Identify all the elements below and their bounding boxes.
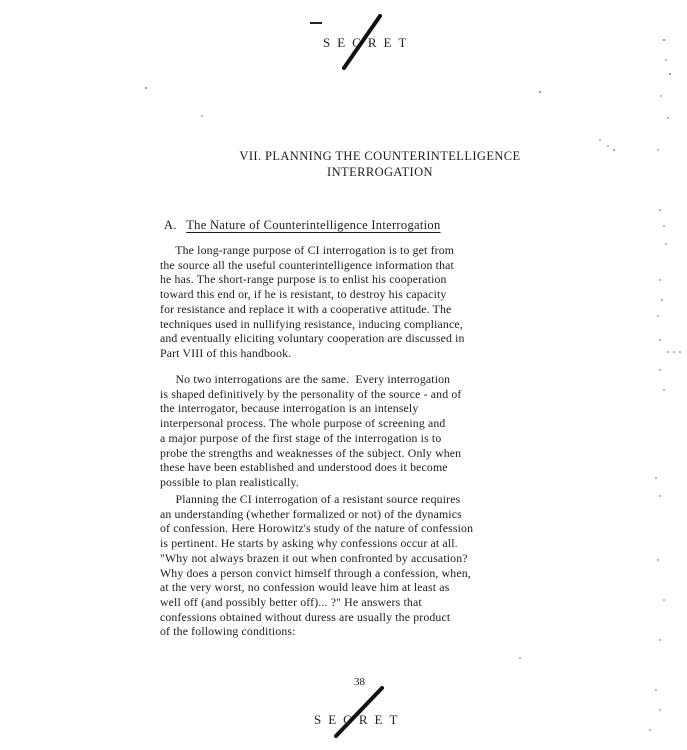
classification-marking-top: SECRET — [323, 35, 414, 50]
paragraph-line: at the very worst, no confession would leave him at least as — [160, 580, 450, 595]
chapter-heading-line2: INTERROGATION — [327, 165, 433, 179]
paragraph-line: is shaped definitively by the personality of the source - and of — [160, 386, 462, 401]
paragraph-line: confessions obtained without duress are usually the product — [160, 609, 451, 624]
paragraph-line: the source all the useful counterintelligence information that — [160, 257, 454, 272]
paragraph-line: possible to plan realistically. — [160, 474, 299, 489]
paragraph-line: an understanding (whether formalized or not) of the dynamics — [160, 506, 462, 521]
page-number: 38 — [354, 676, 365, 688]
paragraph-line: well off (and possibly better off)... ?" He answers that — [160, 594, 422, 609]
paragraph-line: is pertinent. He starts by asking why confessions occur at all. — [160, 536, 458, 551]
paragraph-line: and eventually eliciting voluntary cooperation are discussed in — [160, 331, 465, 346]
paragraph-line: he has. The short-range purpose is to enlist his cooperation — [160, 272, 447, 287]
paragraph-line: techniques used in nullifying resistance, inducing compliance, — [160, 316, 463, 331]
classification-marking-bottom: SECRET — [314, 712, 405, 727]
section-letter: A. — [164, 218, 177, 232]
section-title: The Nature of Counterintelligence Interrogation — [186, 218, 441, 232]
paragraph-line: of confession. Here Horowitz's study of the nature of confession — [160, 521, 474, 536]
paragraph-line: Part VIII of this handbook. — [160, 345, 292, 360]
paragraph-line: No two interrogations are the same. Every interrogation — [160, 372, 451, 386]
paragraph-line: for resistance and replace it with a cooperative attitude. The — [160, 301, 452, 316]
paragraph-line: interpersonal process. The whole purpose of screening and — [160, 416, 446, 431]
paragraph-line: the interrogator, because interrogation is an intensely — [160, 401, 419, 416]
paragraph-line: of the following conditions: — [160, 624, 296, 639]
paragraph-line: "Why not always brazen it out when confronted by accusation? — [160, 550, 468, 565]
paragraph-line: probe the strengths and weaknesses of the subject. Only when — [160, 445, 462, 460]
chapter-heading-line1: VII. PLANNING THE COUNTERINTELLIGENCE — [239, 149, 521, 163]
paragraph-line: toward this end or, if he is resistant, to destroy his capacity — [160, 287, 447, 302]
paragraph-line: a major purpose of the first stage of the interrogation is to — [160, 430, 442, 445]
paragraph-line: Planning the CI interrogation of a resistant source requires — [160, 492, 461, 506]
paragraph-line: these have been established and understood does it become — [160, 460, 448, 475]
paragraph-line: The long-range purpose of CI interrogation is to get from — [160, 243, 455, 257]
paragraph-line: Why does a person convict himself through a confession, when, — [160, 565, 471, 580]
